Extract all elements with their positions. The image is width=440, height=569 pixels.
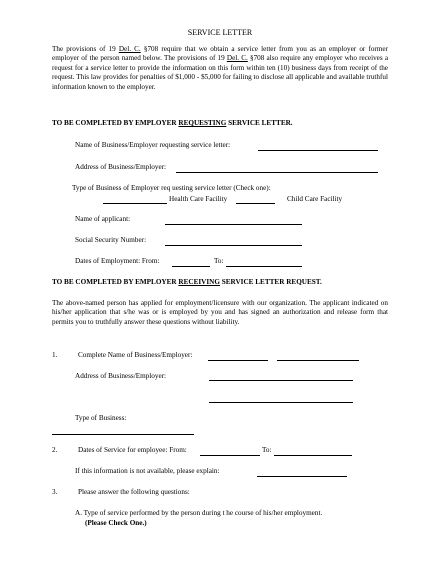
ssn-label: Social Security Number: — [75, 236, 147, 244]
service-from-field[interactable] — [200, 455, 260, 456]
child-care-label: Child Care Facility — [287, 195, 343, 203]
health-care-label: Health Care Facility — [169, 195, 228, 203]
service-to-label: To: — [262, 446, 272, 454]
applicant-name-field[interactable] — [165, 224, 302, 225]
section-receiving-heading: TO BE COMPLETED BY EMPLOYER RECEIVING SERVICE LETTER REQUEST. — [52, 278, 322, 286]
type-of-business-label: Type of Business: — [75, 414, 127, 422]
section-requesting-heading: TO BE COMPLETED BY EMPLOYER REQUESTING SERVICE LETTER. — [52, 119, 293, 127]
statute-ref-2: Del. C. — [226, 54, 248, 63]
receiving-address-field-2[interactable] — [209, 402, 353, 403]
service-to-field[interactable] — [274, 455, 352, 456]
type-of-service-label: A. Type of service performed by the person during t he course of his/her employment. — [75, 509, 323, 517]
item-3-number: 3. — [52, 488, 58, 496]
answer-questions-label: Please answer the following questions: — [78, 488, 190, 496]
complete-name-field-2[interactable] — [277, 360, 359, 361]
requesting-employer-name-label: Name of Business/Employer requesting service letter: — [75, 141, 231, 149]
ssn-field[interactable] — [165, 245, 302, 246]
requesting-employer-address-field[interactable] — [176, 172, 378, 173]
not-available-field[interactable] — [257, 476, 347, 477]
intro-text-1: The provisions of 19 — [52, 45, 119, 53]
item-1-number: 1. — [52, 351, 58, 359]
intro-text-2: §708 require that we obtain a service letter from you as an employer or former employer of the person named below. The provisions of 19 — [52, 45, 388, 63]
receiving-address-field-1[interactable] — [209, 380, 353, 381]
dates-service-label: Dates of Service for employee: From: — [78, 446, 187, 454]
not-available-label: If this information is not available, please explain: — [75, 467, 220, 475]
type-of-business-field[interactable] — [52, 434, 194, 435]
requesting-employer-address-label: Address of Business/Employer: — [75, 163, 167, 171]
employment-from-field[interactable] — [172, 266, 210, 267]
employment-dates-label: Dates of Employment: From: — [75, 257, 160, 265]
complete-name-field-1[interactable] — [208, 360, 268, 361]
business-type-label: Type of Business of Employer req uesting service letter (Check one): — [72, 184, 271, 192]
health-care-checkbox-line[interactable] — [103, 203, 167, 204]
item-2-number: 2. — [52, 446, 58, 454]
employment-to-field[interactable] — [226, 266, 302, 267]
statute-ref-1: Del. C. — [118, 45, 141, 53]
please-check-one-label: (Please Check One.) — [85, 519, 147, 527]
child-care-checkbox-line[interactable] — [236, 203, 275, 204]
employment-to-label: To: — [214, 257, 224, 265]
applicant-name-label: Name of applicant: — [75, 215, 131, 223]
complete-name-label: Complete Name of Business/Employer: — [78, 351, 193, 359]
intro-paragraph — [52, 45, 388, 92]
intro-text-3: §708 also require any employer who receives a request for a service letter to provide the information on this form within ten (10) business days from receipt of the request. This law provides for penalties of $1,000 - $5,000 for failing to disclose all applicable and available truthful information known to the employer. — [52, 54, 389, 91]
receiving-paragraph: The above-named person has applied for employment/licensure with our organization. The applicant indicated on his/her application that s/he was or is employed by you and has signed an authorization and release form that permits you to truthfully answer these questions without liability. — [52, 299, 388, 326]
receiving-address-label: Address of Business/Employer: — [75, 372, 167, 380]
requesting-employer-name-field[interactable] — [258, 150, 378, 151]
document-title: SERVICE LETTER — [187, 28, 253, 37]
